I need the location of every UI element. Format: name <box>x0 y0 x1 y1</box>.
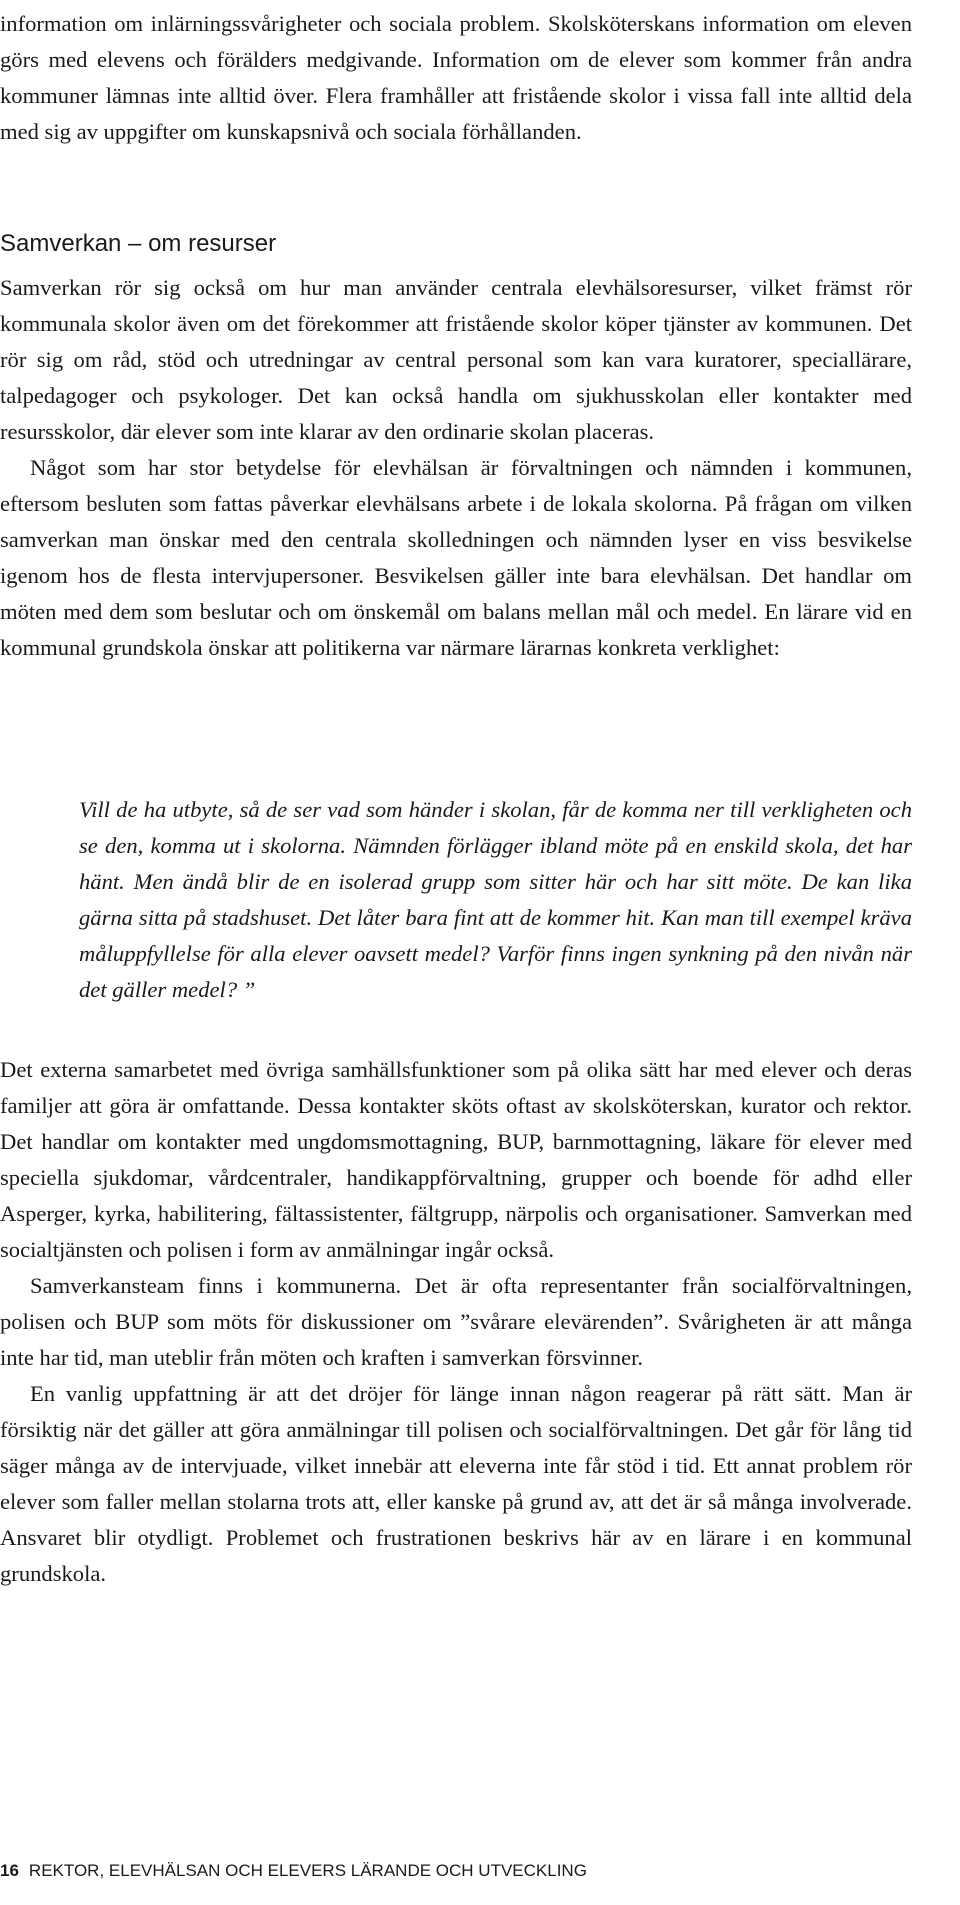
quote-text: Vill de ha utbyte, så de ser vad som händer i skolan, får de komma ner till verkligheten och se den, komma ut i skolorna. Nämnden förlägger ibland möte på en enskild skola, det har hänt. Men ändå blir de en isolerad grupp som sitter här och har sitt möte. De kan lika gärna sitta på stadshuset. Det låter bara fint att de kommer hit. Kan man till exempel kräva måluppfyllelse för alla elever oavsett medel? Varför finns ingen synkning på den nivån när det gäller medel? ” <box>79 797 912 1002</box>
body-paragraph: Samverkansteam finns i kommunerna. Det är ofta representanter från socialförvaltningen, polisen och BUP som möts för diskussioner om ”svårare elevärenden”. Svårigheten är att många inte har tid, man uteblir från möten och kraften i samverkan försvinner. <box>0 1273 912 1370</box>
section-paragraph: Något som har stor betydelse för elevhälsan är förvaltningen och nämnden i kommunen, eftersom besluten som fattas påverkar elevhälsans arbete i de lokala skolorna. På frågan om vilken samverkan man önskar med den centrala skolledningen och nämnden lyser en viss besvikelse igenom hos de flesta intervjupersoner. Besvikelsen gäller inte bara elevhälsan. Det handlar om möten med dem som beslutar och om önskemål om balans mellan mål och medel. En lärare vid en kommunal grundskola önskar att politikerna var närmare lärarnas konkreta verklighet: <box>0 455 912 660</box>
block-quote <box>79 792 912 1008</box>
section-heading: Samverkan – om resurser <box>0 230 277 257</box>
page-footer <box>0 1859 587 1883</box>
running-title: REKTOR, ELEVHÄLSAN OCH ELEVERS LÄRANDE OCH UTVECKLING <box>28 1861 587 1880</box>
body-paragraph: En vanlig uppfattning är att det dröjer för länge innan någon reagerar på rätt sätt. Man är försiktig när det gäller att göra anmälningar till polisen och socialförvaltningen. Det går för lång tid säger många av de intervjuade, vilket innebär att eleverna inte får stöd i tid. Ett annat problem rör elever som faller mellan stolarna trots att, eller kanske på grund av, att det är så många involverade. Ansvaret blir otydligt. Problemet och frustrationen beskrivs här av en lärare i en kommunal grundskola. <box>0 1381 912 1586</box>
after-quote-text <box>0 1052 912 1592</box>
page-number: 16 <box>0 1861 19 1880</box>
body-paragraph: Det externa samarbetet med övriga samhällsfunktioner som på olika sätt har med elever och deras familjer att göra är omfattande. Dessa kontakter sköts oftast av skolsköterskan, kurator och rektor. Det handlar om kontakter med ungdomsmottagning, BUP, barnmottagning, läkare för elever med speciella sjukdomar, vårdcentraler, handikappförvaltning, grupper och boende för adhd eller Asperger, kyrka, habilitering, fältassistenter, fältgrupp, närpolis och organisationer. Samverkan med socialtjänsten och polisen i form av anmälningar ingår också. <box>0 1057 912 1262</box>
intro-paragraph: information om inlärningssvårigheter och sociala problem. Skolsköterskans information om eleven görs med elevens och förälders medgivande. Information om de elever som kommer från andra kommuner lämnas inte alltid över. Flera framhåller att fristående skolor i vissa fall inte alltid dela med sig av uppgifter om kunskapsnivå och sociala förhållanden. <box>0 11 912 144</box>
section-text <box>0 270 912 666</box>
section-paragraph: Samverkan rör sig också om hur man använder centrala elevhälsoresurser, vilket främst rör kommunala skolor även om det förekommer att fristående skolor köper tjänster av kommunen. Det rör sig om råd, stöd och utredningar av central personal som kan vara kuratorer, speciallärare, talpedagoger och psykologer. Det kan också handla om sjukhusskolan eller kontakter med resursskolor, där elever som inte klarar av den ordinarie skolan placeras. <box>0 275 912 444</box>
intro-text <box>0 6 912 150</box>
